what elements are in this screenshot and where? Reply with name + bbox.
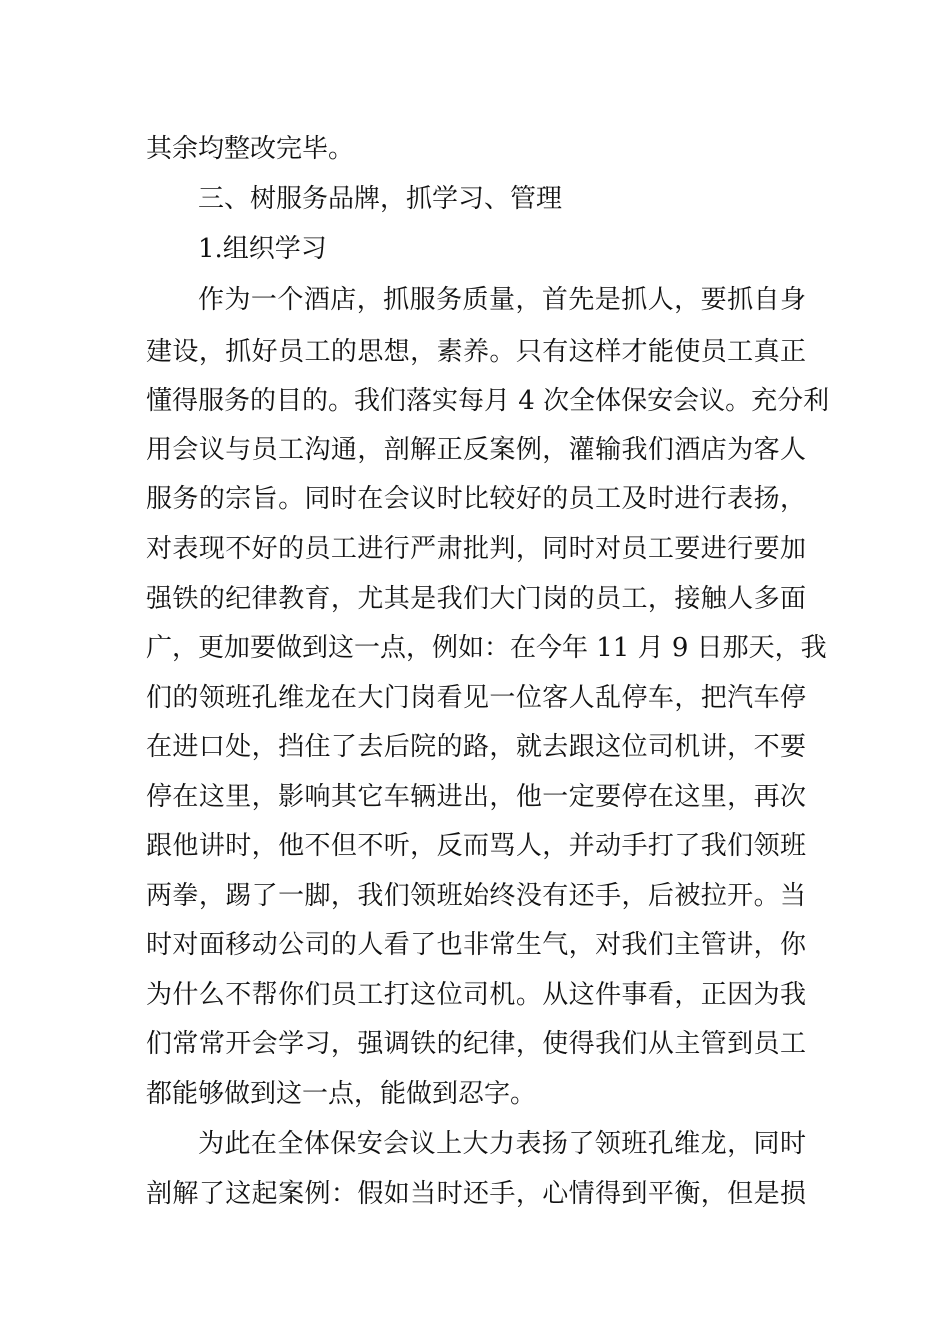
paragraph-line: 为此在全体保安会议上大力表扬了领班孔维龙，同时: [198, 1129, 806, 1159]
paragraph-line: 用会议与员工沟通，剖解正反案例，灌输我们酒店为客人: [146, 435, 806, 465]
paragraph-line: 广，更加要做到这一点，例如：在今年 11 月 9 日那天，我: [146, 633, 827, 663]
paragraph-line: 为什么不帮你们员工打这位司机。从这件事看，正因为我: [146, 980, 806, 1010]
paragraph-line: 对表现不好的员工进行严肃批判，同时对员工要进行要加: [146, 534, 806, 564]
section-heading: 三、树服务品牌，抓学习、管理: [198, 184, 563, 214]
paragraph-line: 停在这里，影响其它车辆进出，他一定要停在这里，再次: [146, 782, 806, 812]
paragraph-line: 时对面移动公司的人看了也非常生气，对我们主管讲，你: [146, 930, 806, 960]
paragraph-line: 懂得服务的目的。我们落实每月 4 次全体保安会议。充分利: [146, 386, 830, 416]
paragraph-line: 建设，抓好员工的思想，素养。只有这样才能使员工真正: [146, 337, 806, 367]
paragraph-line: 服务的宗旨。同时在会议时比较好的员工及时进行表扬，: [146, 484, 806, 514]
paragraph-line: 两拳，踢了一脚，我们领班始终没有还手，后被拉开。当: [146, 881, 806, 911]
paragraph-line: 剖解了这起案例：假如当时还手，心情得到平衡，但是损: [146, 1179, 806, 1209]
paragraph-line: 作为一个酒店，抓服务质量，首先是抓人，要抓自身: [198, 285, 806, 315]
subsection-heading: 1.组织学习: [198, 234, 327, 264]
paragraph-line: 强铁的纪律教育，尤其是我们大门岗的员工，接触人多面: [146, 584, 806, 614]
paragraph-line: 们的领班孔维龙在大门岗看见一位客人乱停车，把汽车停: [146, 683, 806, 713]
paragraph-line: 们常常开会学习，强调铁的纪律，使得我们从主管到员工: [146, 1029, 806, 1059]
paragraph-line: 都能够做到这一点，能做到忍字。: [146, 1079, 537, 1109]
paragraph-line: 在进口处，挡住了去后院的路，就去跟这位司机讲，不要: [146, 732, 806, 762]
paragraph-line: 跟他讲时，他不但不听，反而骂人，并动手打了我们领班: [146, 831, 806, 861]
paragraph-line: 其余均整改完毕。: [146, 134, 355, 164]
